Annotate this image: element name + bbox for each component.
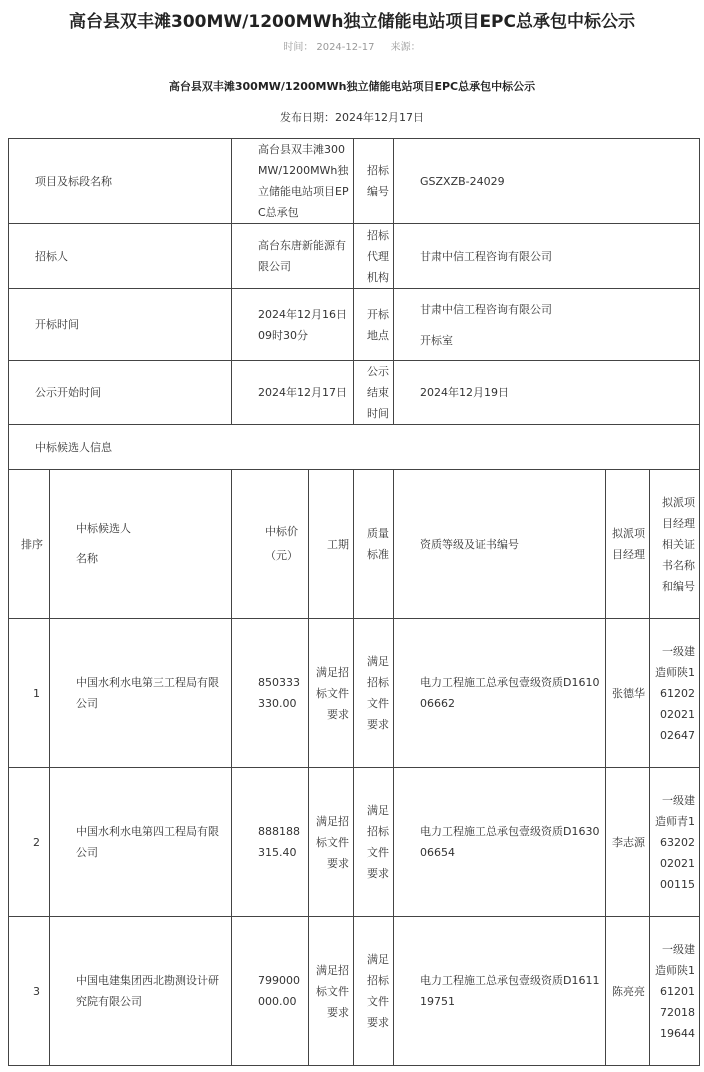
bid-no-value: GSZXZB-24029: [394, 139, 700, 224]
tenderer-value: 高台东唐新能源有限公司: [232, 224, 354, 289]
start-value: 2024年12月17日: [232, 361, 354, 425]
project-value: 高台县双丰滩300MW/1200MWh独立储能电站项目EPC总承包: [232, 139, 354, 224]
time-label: 时间：: [283, 42, 314, 53]
col-qualification: 资质等级及证书编号: [394, 470, 606, 619]
bid-no-label: 招标编号: [354, 139, 394, 224]
candidate-period: 满足招标文件要求: [309, 768, 354, 917]
info-row-open: [9, 289, 700, 361]
candidate-name: 中国电建集团西北勘测设计研究院有限公司: [50, 917, 232, 1066]
candidate-manager-cert: 一级建造师陕1612020202102647: [650, 619, 700, 768]
open-time-value: 2024年12月16日09时30分: [232, 289, 354, 361]
col-price-line-2: （元）: [265, 549, 298, 562]
candidate-manager: 李志源: [606, 768, 650, 917]
info-row-publicity: [9, 361, 700, 425]
candidate-quality: 满足招标文件要求: [354, 917, 394, 1066]
col-period: 工期: [309, 470, 354, 619]
candidate-qualification: 电力工程施工总承包壹级资质D163006654: [394, 768, 606, 917]
open-place-value: [394, 289, 700, 361]
article-meta: [0, 38, 704, 53]
candidate-row-3: [9, 917, 700, 1066]
candidate-name: 中国水利水电第四工程局有限公司: [50, 768, 232, 917]
source-label: 来源：: [390, 42, 421, 53]
open-time-label: 开标时间: [9, 289, 232, 361]
candidate-price: 888188315.40: [232, 768, 309, 917]
col-name-line-1: 中标候选人: [76, 522, 131, 535]
candidate-rank: 2: [9, 768, 50, 917]
col-manager-cert: 拟派项目经理相关证书名称和编号: [650, 470, 700, 619]
open-place-line-2: 开标室: [420, 333, 454, 347]
col-quality: 质量标准: [354, 470, 394, 619]
section-row: [9, 425, 700, 470]
col-name-line-2: 名称: [76, 552, 98, 565]
open-place-label: 开标地点: [354, 289, 394, 361]
candidate-period: 满足招标文件要求: [309, 917, 354, 1066]
publish-date: 发布日期：2024年12月17日: [280, 111, 424, 124]
page-title: 高台县双丰滩300MW/1200MWh独立储能电站项目EPC总承包中标公示: [69, 12, 635, 32]
candidate-price: 799000000.00: [232, 917, 309, 1066]
col-manager: 拟派项目经理: [606, 470, 650, 619]
notice-subtitle: 高台县双丰滩300MW/1200MWh独立储能电站项目EPC总承包中标公示: [168, 80, 536, 93]
start-label: 公示开始时间: [9, 361, 232, 425]
info-row-tenderer: [9, 224, 700, 289]
candidate-price: 850333330.00: [232, 619, 309, 768]
candidate-qualification: 电力工程施工总承包壹级资质D161006662: [394, 619, 606, 768]
col-price-line-1: 中标价: [265, 525, 298, 538]
candidate-row-2: [9, 768, 700, 917]
candidate-manager-cert: 一级建造师青1632020202100115: [650, 768, 700, 917]
candidates-section-title: 中标候选人信息: [9, 425, 700, 470]
col-price: [232, 470, 309, 619]
end-value: 2024年12月19日: [394, 361, 700, 425]
candidate-manager: 张德华: [606, 619, 650, 768]
open-place-line-1: 甘肃中信工程咨询有限公司: [420, 302, 553, 316]
candidate-row-1: [9, 619, 700, 768]
agency-value: 甘肃中信工程咨询有限公司: [394, 224, 700, 289]
candidate-quality: 满足招标文件要求: [354, 768, 394, 917]
end-label: 公示结束时间: [354, 361, 394, 425]
tenderer-label: 招标人: [9, 224, 232, 289]
info-row-project: [9, 139, 700, 224]
agency-label: 招标代理机构: [354, 224, 394, 289]
candidate-rank: 1: [9, 619, 50, 768]
col-name: [50, 470, 232, 619]
candidate-name: 中国水利水电第三工程局有限公司: [50, 619, 232, 768]
candidate-qualification: 电力工程施工总承包壹级资质D161119751: [394, 917, 606, 1066]
candidate-rank: 3: [9, 917, 50, 1066]
candidate-manager: 陈亮亮: [606, 917, 650, 1066]
candidate-period: 满足招标文件要求: [309, 619, 354, 768]
candidate-quality: 满足招标文件要求: [354, 619, 394, 768]
candidate-manager-cert: 一级建造师陕1612017201819644: [650, 917, 700, 1066]
project-label: 项目及标段名称: [9, 139, 232, 224]
publish-time: 2024-12-17: [316, 42, 375, 53]
candidates-header-row: [9, 470, 700, 619]
col-rank: 排序: [9, 470, 50, 619]
bid-result-table: [8, 138, 700, 1066]
